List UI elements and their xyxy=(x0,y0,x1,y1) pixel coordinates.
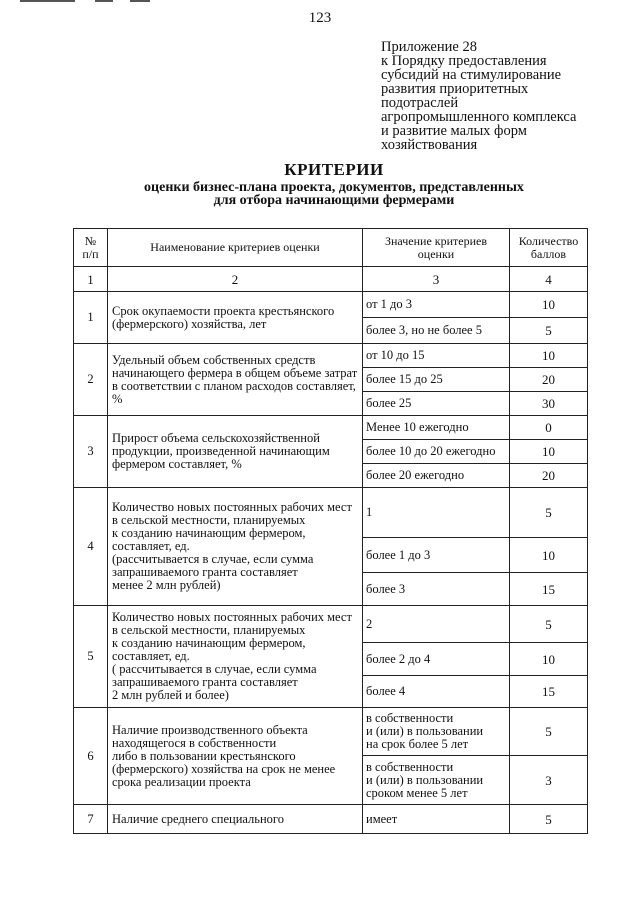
criterion-score: 15 xyxy=(510,676,588,708)
criterion-number: 3 xyxy=(74,416,108,488)
criterion-value: имеет xyxy=(363,805,510,834)
criterion-score: 3 xyxy=(510,756,588,805)
criterion-value: более 3 xyxy=(363,573,510,606)
column-number: 2 xyxy=(108,267,363,292)
document-title: КРИТЕРИИ xyxy=(284,160,384,179)
header-name: Наименование критериев оценки xyxy=(108,229,363,267)
criterion-name: Наличие производственного объекта находящегося в собственности либо в пользовании крестьянского (фермерского) хозяйства на срок не менее срока реализации проекта xyxy=(108,708,363,805)
appendix-line: хозяйствования xyxy=(381,137,478,153)
criterion-number: 7 xyxy=(74,805,108,834)
document-subtitle xyxy=(0,181,640,207)
criterion-number: 5 xyxy=(74,606,108,708)
criterion-score: 10 xyxy=(510,344,588,368)
criterion-score: 5 xyxy=(510,488,588,538)
criterion-score: 30 xyxy=(510,392,588,416)
criterion-value: более 25 xyxy=(363,392,510,416)
criterion-number: 1 xyxy=(74,292,108,344)
table-row xyxy=(74,292,588,318)
criterion-value: более 2 до 4 xyxy=(363,643,510,676)
column-number: 3 xyxy=(363,267,510,292)
appendix-note xyxy=(381,40,576,152)
criterion-value: более 15 до 25 xyxy=(363,368,510,392)
appendix-line: субсидий на стимулирование xyxy=(381,67,562,83)
header-value: Значение критериев оценки xyxy=(363,229,510,267)
subtitle-line: для отбора начинающими фермерами xyxy=(213,193,455,208)
criterion-name: Срок окупаемости проекта крестьянского (фермерского) хозяйства, лет xyxy=(108,292,363,344)
criterion-value: более 4 xyxy=(363,676,510,708)
column-number: 4 xyxy=(510,267,588,292)
criterion-name: Прирост объема сельскохозяйственной продукции, произведенной начинающим фермером составляет, % xyxy=(108,416,363,488)
criterion-score: 20 xyxy=(510,464,588,488)
criterion-value: более 20 ежегодно xyxy=(363,464,510,488)
criterion-value: 2 xyxy=(363,606,510,643)
criterion-value: от 1 до 3 xyxy=(363,292,510,318)
header-score: Количество баллов xyxy=(510,229,588,267)
criterion-score: 0 xyxy=(510,416,588,440)
criterion-value: более 1 до 3 xyxy=(363,538,510,573)
appendix-line: Приложение 28 xyxy=(381,39,477,55)
appendix-line: развития приоритетных xyxy=(381,81,529,97)
criterion-name: Количество новых постоянных рабочих мест в сельской местности, планируемых к созданию начинающим фермером, составляет, ед. (рассчитывается в случае, если сумма запрашиваемого гранта составляет менее 2 млн рублей) xyxy=(108,488,363,606)
appendix-line: к Порядку предоставления xyxy=(381,53,547,69)
page-number: 123 xyxy=(308,10,332,26)
criterion-score: 10 xyxy=(510,643,588,676)
criterion-score: 15 xyxy=(510,573,588,606)
criterion-score: 5 xyxy=(510,318,588,344)
criterion-value: более 10 до 20 ежегодно xyxy=(363,440,510,464)
criteria-table xyxy=(73,228,588,834)
criterion-score: 10 xyxy=(510,538,588,573)
criterion-number: 2 xyxy=(74,344,108,416)
column-number: 1 xyxy=(74,267,108,292)
criterion-score: 5 xyxy=(510,708,588,756)
column-numbers-row xyxy=(74,267,588,292)
table-row xyxy=(74,488,588,538)
table-row xyxy=(74,606,588,643)
criterion-number: 6 xyxy=(74,708,108,805)
criterion-value: в собственности и (или) в пользовании сроком менее 5 лет xyxy=(363,756,510,805)
subtitle-line: оценки бизнес-плана проекта, документов, представленных xyxy=(144,180,524,195)
table-row xyxy=(74,344,588,368)
table-header-row xyxy=(74,229,588,267)
criterion-score: 20 xyxy=(510,368,588,392)
criterion-value: Менее 10 ежегодно xyxy=(363,416,510,440)
scan-artifact xyxy=(20,0,150,3)
criterion-name: Наличие среднего специального xyxy=(108,805,363,834)
appendix-line: агропромышленного комплекса xyxy=(381,109,577,125)
criterion-number: 4 xyxy=(74,488,108,606)
table-row xyxy=(74,416,588,440)
criterion-score: 5 xyxy=(510,805,588,834)
table-row xyxy=(74,708,588,756)
criterion-value: более 3, но не более 5 xyxy=(363,318,510,344)
criterion-name: Удельный объем собственных средств начинающего фермера в общем объеме затрат в соответствии с планом расходов составляет, % xyxy=(108,344,363,416)
criterion-value: в собственности и (или) в пользовании на срок более 5 лет xyxy=(363,708,510,756)
criterion-score: 10 xyxy=(510,440,588,464)
appendix-line: подотраслей xyxy=(381,95,459,111)
criterion-score: 5 xyxy=(510,606,588,643)
appendix-line: и развитие малых форм xyxy=(381,123,527,139)
criterion-name: Количество новых постоянных рабочих мест в сельской местности, планируемых к созданию начинающим фермером, составляет, ед. ( рассчитывается в случае, если сумма запрашиваемого гранта составляет 2 млн рублей и более) xyxy=(108,606,363,708)
table-row xyxy=(74,805,588,834)
criterion-score: 10 xyxy=(510,292,588,318)
criterion-value: 1 xyxy=(363,488,510,538)
header-num: № п/п xyxy=(74,229,108,267)
criterion-value: от 10 до 15 xyxy=(363,344,510,368)
